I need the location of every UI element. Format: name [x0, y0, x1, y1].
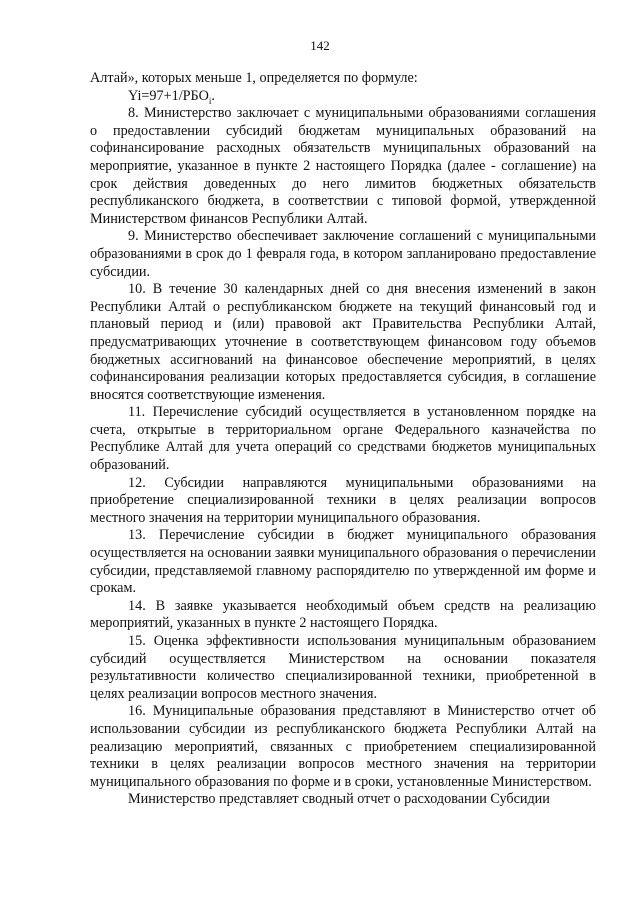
formula-subscript: i [208, 95, 212, 106]
paragraph-13: 13. Перечисление субсидии в бюджет муниципального образования осуществляется на основании заявки муниципального образования о перечислении субсидии, представляемой главному распорядителю по утвержденной им форме и срокам. [90, 527, 596, 597]
paragraph-8: 8. Министерство заключает с муниципальными образованиями соглашения о предоставлении субсидий бюджетам муниципальных образований на софинансирование расходных обязательств муниципальных образований на мероприятие, указанное в пункте 2 настоящего Порядка (далее - соглашение) на срок действия доведенных до него лимитов бюджетных обязательств республиканского бюджета, в соответствии с типовой формой, утвержденной Министерством финансов Республики Алтай. [90, 105, 596, 227]
paragraph-14: 14. В заявке указывается необходимый объем средств на реализацию мероприятий, указанных в пункте 2 настоящего Порядка. [90, 597, 596, 632]
formula-main: Yi=97+1/РБО [128, 87, 209, 104]
paragraph-16: 16. Муниципальные образования представляют в Министерство отчет об использовании субсидии из республиканского бюджета Республики Алтай на реализацию мероприятий, связанных с приобретением специализированной техники в целях реализации вопросов местного значения на территории муниципального образования по форме и в сроки, установленные Министерством. [90, 703, 596, 790]
paragraph-12: 12. Субсидии направляются муниципальными образованиями на приобретение специализированной техники в целях реализации вопросов местного значения на территории муниципального образования. [90, 474, 596, 526]
formula [90, 88, 596, 106]
document-body [90, 70, 596, 809]
paragraph-9: 9. Министерство обеспечивает заключение соглашений с муниципальными образованиями в срок до 1 февраля года, в котором запланировано предоставление субсидии. [90, 228, 596, 280]
page-number: 142 [310, 38, 330, 53]
formula-suffix: . [211, 87, 215, 104]
paragraph-continuation: Алтай», которых меньше 1, определяется по формуле: [90, 70, 418, 86]
paragraph-15: 15. Оценка эффективности использования муниципальным образованием субсидий осуществляется Министерством на основании показателя результативности количество специализированной техники, приобретенной в целях реализации вопросов местного значения. [90, 633, 596, 702]
paragraph-10: 10. В течение 30 календарных дней со дня внесения изменений в закон Республики Алтай о республиканском бюджете на текущий финансовый год и плановый период и (или) правовой акт Правительства Республики Алтай, предусматривающих уточнение в соответствующем финансовом году объемов бюджетных ассигнований на финансовое обеспечение мероприятий, в целях софинансирования реализации которых предоставляется субсидия, в соглашение вносятся соответствующие изменения. [90, 281, 596, 403]
paragraph-summary-report: Министерство представляет сводный отчет о расходовании Субсидии [128, 791, 550, 808]
paragraph-11: 11. Перечисление субсидий осуществляется в установленном порядке на счета, открытые в территориальном органе Федерального казначейства по Республике Алтай для учета операций со средствами бюджетов муниципальных образований. [90, 404, 596, 474]
